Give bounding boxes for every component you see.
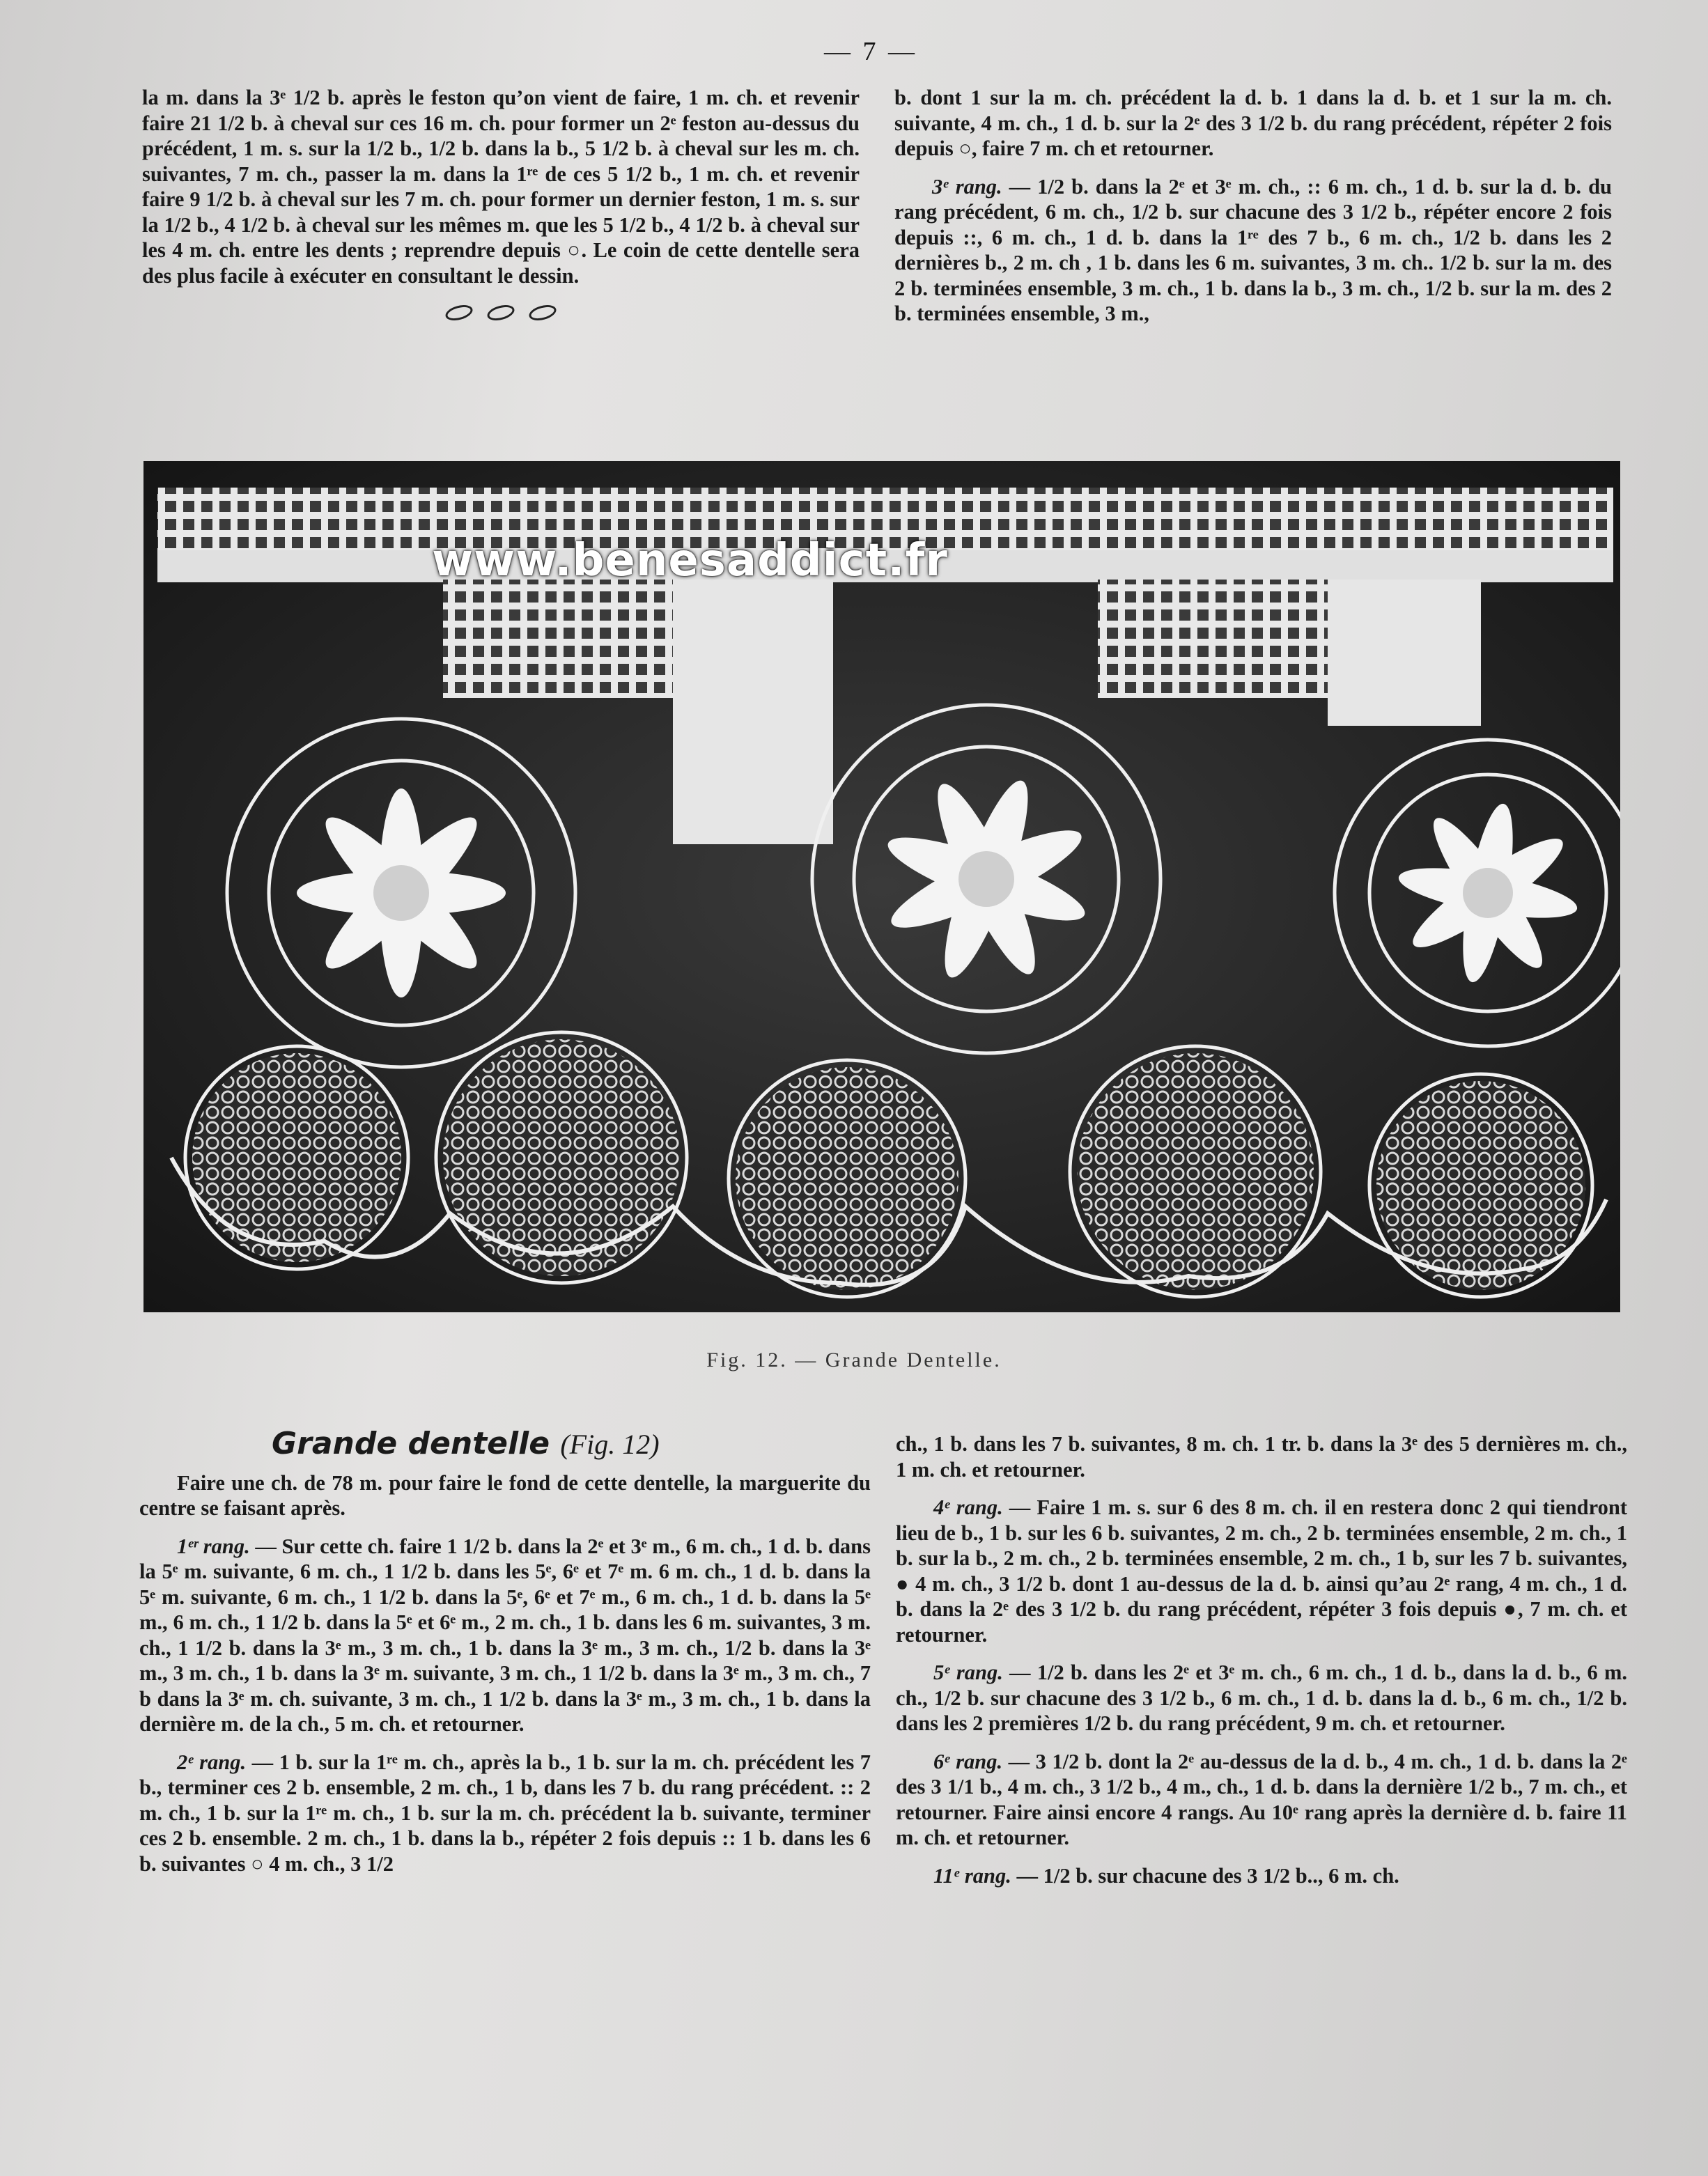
paragraph-intro: Faire une ch. de 78 m. pour faire le fond de cette dentelle, la marguerite du centre se faisant après.: [139, 1470, 871, 1520]
section-title: Grande dentelle (Fig. 12): [272, 1426, 660, 1461]
lace-illustration: [143, 461, 1620, 1312]
paragraph-rang-5: 5ᵉ rang. — 1/2 b. dans les 2ᵉ et 3ᵉ m. ch., 6 m. ch., 1 d. b., dans la d. b., 6 m. ch., 1/2 b. sur chacune des 3 1/2 b., 6 m. ch., 1 d. b. dans la d. b., 6 m. ch., 1/2 b. dans les 2 premières 1/2 b. du rang précédent, 9 m. ch. et retourner.: [896, 1661, 1627, 1735]
paragraph-rang-1: 1ᵉʳ rang. — Sur cette ch. faire 1 1/2 b. dans la 2ᵉ et 3ᵉ m., 6 m. ch., 1 d. b. dans la 5ᵉ m. suivante, 6 m. ch., 1 1/2 b. dans les 5ᵉ, 6ᵉ et 7ᵉ m. 6 m. ch., 1 d. b. dans la 5ᵉ m. suivante, 6 m. ch., 1 1/2 b. dans la 5ᵉ, 6ᵉ et 7ᵉ m., 6 m. ch., 1 d. b. dans la 5ᵉ m., 6 m. ch., 1 1/2 b. dans la 5ᵉ et 6ᵉ m., 2 m. ch., 1 b. dans les 6 m. suivantes, 3 m. ch., 1 1/2 b. dans la 3ᵉ m., 3 m. ch., 1 b. dans la 3ᵉ m., 3 m. ch., 1/2 b. dans la 3ᵉ m., 3 m. ch., 1 b. dans la 3ᵉ m. suivante, 3 m. ch., 1 1/2 b. dans la 3ᵉ m., 3 m. ch., 7 b dans la 3ᵉ m. ch. suivante, 3 m. ch., 1 1/2 b. dans la 3ᵉ m., 3 m. ch., 1 b. dans la dernière m. de la ch., 5 m. ch. et retourner.: [139, 1534, 871, 1736]
bottom-left-column: [139, 1426, 871, 1889]
paragraph-rang-2: 2ᵉ rang. — 1 b. sur la 1ʳᵉ m. ch., après la b., 1 b. sur la m. ch. précédent les 7 b., terminer ces 2 b. ensemble, 2 m. ch., 1 b, dans les 7 b. du rang précédent. :: 2 m. ch., 1 b. sur la 1ʳᵉ m. ch., 1 b. sur la m. ch. précédent la b. suivante, terminer ces 2 b. ensemble. 2 m. ch., 1 b. dans la b., répéter 2 fois depuis :: 1 b. dans les 6 b. suivantes ○ 4 m. ch., 3 1/2: [139, 1750, 871, 1876]
lace-photo: [143, 461, 1620, 1312]
page-number: — 7 —: [824, 37, 917, 66]
paragraph-rang-3: 3ᵉ rang. — 1/2 b. dans la 2ᵉ et 3ᵉ m. ch., :: 6 m. ch., 1 d. b. sur la d. b. du rang précédent, 6 m. ch., 1/2 b. sur chacune des 3 1/2 b., répéter encore 2 fois depuis ::, 6 m. ch., 1 d. b. dans la 1ʳᵉ des 7 b., 6 m. ch., 1/2 b. dans les 2 dernières b., 2 m. ch , 1 b. dans les 6 m. suivantes, 3 m. ch.. 1/2 b. sur la m. des 2 b. terminées ensemble, 3 m. ch., 1 b. dans la b., 3 m. ch., 1/2 b. sur la m. des 2 b. terminées ensemble, 3 m.,: [894, 174, 1612, 325]
watermark: www.benesaddict.fr: [432, 535, 948, 586]
top-right-column: [894, 85, 1612, 339]
paragraph-continued: ch., 1 b. dans les 7 b. suivantes, 8 m. ch. 1 tr. b. dans la 3ᵉ des 5 dernières m. ch., 1 m. ch. et retourner.: [896, 1432, 1627, 1482]
paragraph-rang-4: 4ᵉ rang. — Faire 1 m. s. sur 6 des 8 m. ch. il en restera donc 2 qui tiendront lieu de b., 1 b. sur les 6 b. suivantes, 2 m. ch., 2 b. terminées ensemble, 2 m. ch., 1 b. sur la b., 2 m. ch., 2 b. terminées ensemble, 2 m. ch., 1 b, sur les 7 b. suivantes, ● 4 m. ch., 3 1/2 b. dont 1 au-dessus de la d. b. ainsi qu’au 2ᵉ rang, 4 m. ch., 1 d. b. dans la 2ᵉ des 3 1/2 b. du rang précédent, répéter 3 fois depuis ●, 7 m. ch. et retourner.: [896, 1495, 1627, 1647]
paragraph: b. dont 1 sur la m. ch. précédent la d. b. 1 dans la d. b. et 1 sur la m. ch. suivante, 4 m. ch., 1 d. b. sur la 2ᵉ des 3 1/2 b. du rang précédent, répéter 2 fois depuis ○, faire 7 m. ch et retourner.: [894, 86, 1612, 160]
bottom-right-column: [896, 1431, 1627, 1901]
paragraph-rang-11: 11ᵉ rang. — 1/2 b. sur chacune des 3 1/2 b.., 6 m. ch.: [933, 1863, 1399, 1888]
figure-caption: Fig. 12. — Grande Dentelle.: [706, 1349, 1002, 1371]
paragraph-rang-6: 6ᵉ rang. — 3 1/2 b. dont la 2ᵉ au-dessus de la d. b., 4 m. ch., 1 d. b. dans la 2ᵉ des 3 1/1 b., 4 m. ch., 3 1/2 b., 4 m., ch., 1 d. b. dans la dernière 1/2 b., 7 m. ch., et retourner. Faire ainsi encore 4 rangs. Au 10ᵉ rang après la dernière d. b. faire 11 m. ch. et retourner.: [896, 1749, 1627, 1849]
ornament-icon: [142, 301, 860, 327]
rang-label: 3ᵉ rang.: [932, 174, 1002, 199]
paragraph: la m. dans la 3ᵉ 1/2 b. après le feston qu’on vient de faire, 1 m. ch. et revenir faire 21 1/2 b. à cheval sur ces 16 m. ch. pour former un 2ᵉ feston au-dessus du précédent, 1 m. s. sur la 1/2 b., 1/2 b. dans la b., 5 1/2 b. à cheval sur les m. ch. suivantes, 7 m. ch., passer la m. dans la 1ʳᵉ de ces 5 1/2 b., 1 m. ch. et revenir faire 9 1/2 b. à cheval sur les 7 m. ch. pour former un dernier feston, 1 m. s. sur la 1/2 b., 4 1/2 b. à cheval sur les mêmes m. que les 5 1/2 b., 4 1/2 b. à cheval sur les 4 m. ch. entre les dents ; reprendre depuis ○. Le coin de cette dentelle sera des plus facile à exécuter en consultant le dessin.: [142, 86, 860, 288]
top-left-column: [142, 85, 860, 327]
